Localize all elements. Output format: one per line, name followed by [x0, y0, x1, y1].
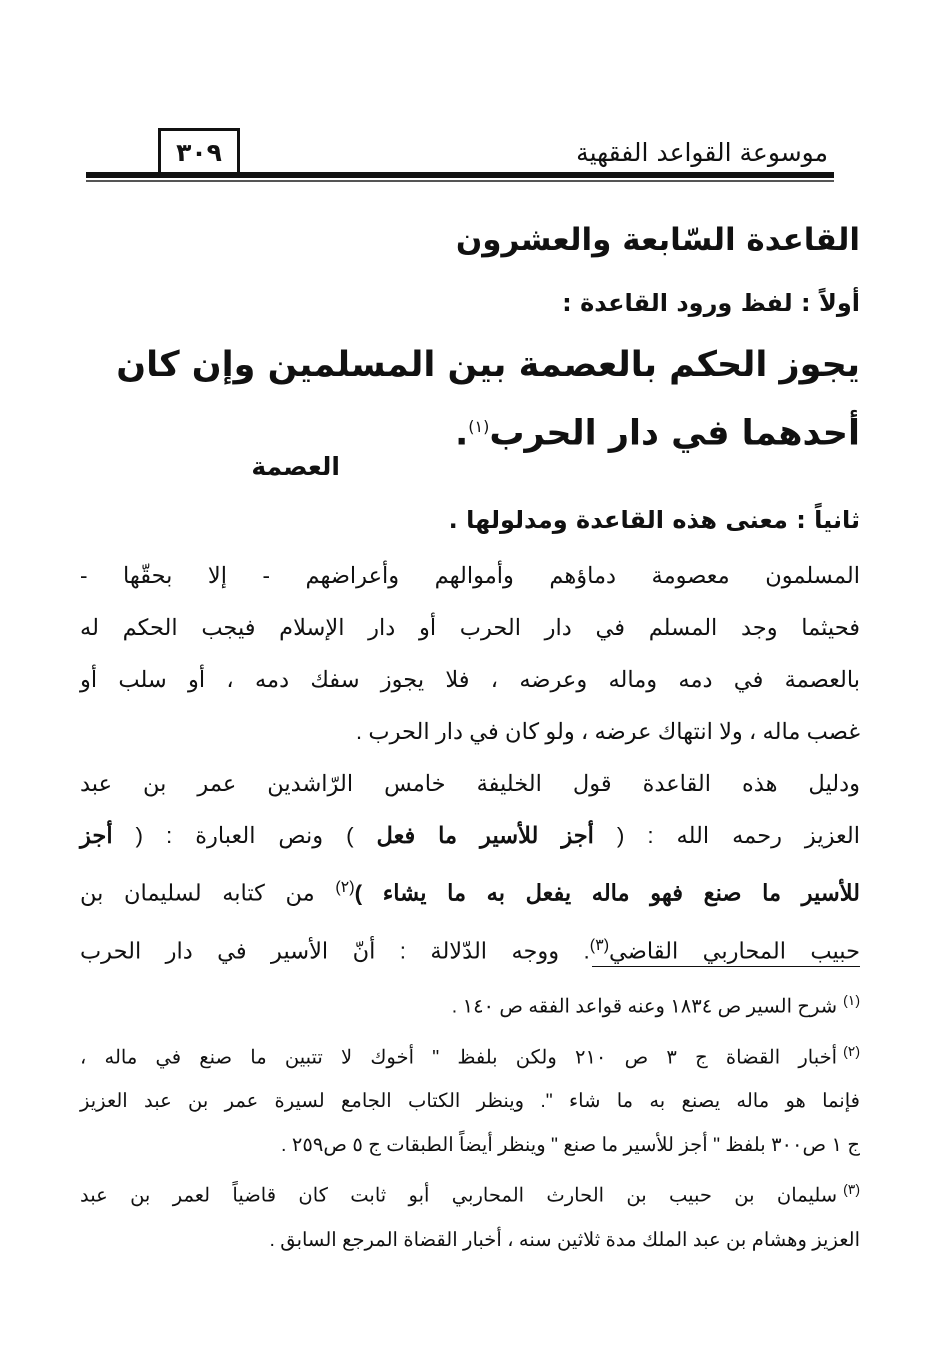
footnote-number: (٢) [843, 1042, 860, 1059]
rule-line-2-wrap [80, 396, 860, 465]
text-run: العزيز رحمه الله : ( [616, 823, 860, 848]
footnote-2-line-2: فإنما هو ماله يصنع به ما شاء ". وينظر الكتاب الجامع لسيرة عمر بن عبد العزيز [80, 1090, 860, 1112]
paragraph-2 [80, 758, 860, 977]
section-heading-1: أولاً : لفظ ورود القاعدة : [562, 289, 860, 317]
quote-bold: أجز للأسير ما فعل [376, 823, 594, 848]
text-run: حبيب المحاربي القاضي [609, 938, 860, 963]
text-run: من كتابه لسليمان بن [80, 880, 336, 906]
paragraph-line: فحيثما وجد المسلم في دار الحرب أو دار الإسلام فيجب الحكم له [80, 615, 860, 640]
footnote-number: (٣) [843, 1181, 860, 1197]
chapter-title: القاعدة السّابعة والعشرون [455, 222, 860, 258]
page-number: ٣٠٩ [176, 138, 222, 167]
quote-bold: أجز [80, 823, 113, 848]
paragraph-line: ودليل هذه القاعدة قول الخليفة خامس الرّاشدين عمر بن عبد [80, 771, 860, 796]
footnote-3-line-1 [80, 1167, 860, 1218]
footnotes [80, 978, 860, 1262]
footnote-separator [592, 966, 860, 967]
rule-statement [80, 334, 860, 465]
page-number-box [158, 128, 240, 174]
footnote-2-line-1 [80, 1029, 860, 1080]
footnote-3-line-2: العزيز وهشام بن عبد الملك مدة ثلاثين سنه ، أخبار القضاة المرجع السابق . [269, 1228, 860, 1251]
rule-end: . [454, 413, 469, 454]
rule-line-2: أحدهما في دار الحرب [489, 413, 860, 454]
subheading-isma: العصمة [251, 452, 340, 481]
footnote-text: أخبار القضاة ج ٣ ص ٢١٠ ولكن بلفظ " أخوك لا تتبين ما صنع في ماله ، [80, 1046, 838, 1068]
paragraph-line: بالعصمة في دمه وماله وعرضه ، فلا يجوز سفك دمه ، أو سلب أو [80, 667, 860, 692]
quote-bold: للأسير ما صنع فهو ماله يفعل به ما يشاء ) [354, 880, 860, 906]
paragraph-line [80, 862, 860, 920]
section-heading-2: ثانياً : معنى هذه القاعدة ومدلولها . [448, 506, 860, 534]
header-rule [86, 172, 834, 178]
footnote-ref-2: (٢) [335, 879, 355, 896]
paragraph-1 [80, 550, 860, 758]
header-rule-thin [86, 180, 834, 182]
footnote-number: (١) [843, 992, 860, 1008]
paragraph-line [80, 810, 860, 862]
footnote-1 [80, 978, 860, 1029]
footnote-text: شرح السير ص ١٨٣٤ وعنه قواعد الفقه ص ١٤٠ . [451, 995, 838, 1018]
footnote-ref-1: (١) [468, 417, 490, 436]
footnote-text: سليمان بن حبيب بن الحارث المحاربي أبو ثابت كان قاضياً لعمر بن عبد [80, 1184, 838, 1207]
text-run: ) ونص العبارة : ( [135, 823, 354, 848]
rule-line-1: يجوز الحكم بالعصمة بين المسلمين وإن كان [116, 345, 860, 385]
paragraph-line: المسلمون معصومة دماؤهم وأموالهم وأعراضهم - إلا بحقّها - [80, 563, 860, 588]
text-run: . ووجه الدّلالة : أنّ الأسير في دار الحرب [80, 938, 590, 963]
footnote-ref-3: (٣) [589, 936, 610, 954]
running-header-title: موسوعة القواعد الفقهية [576, 138, 828, 167]
paragraph-line [80, 920, 860, 978]
footnote-2-line-3: ج ١ ص٣٠٠ بلفظ " أجز للأسير ما صنع " وينظر أيضاً الطبقات ج ٥ ص٢٥٩ . [281, 1134, 860, 1156]
paragraph-line: غصب ماله ، ولا انتهاك عرضه ، ولو كان في دار الحرب . [355, 719, 860, 744]
